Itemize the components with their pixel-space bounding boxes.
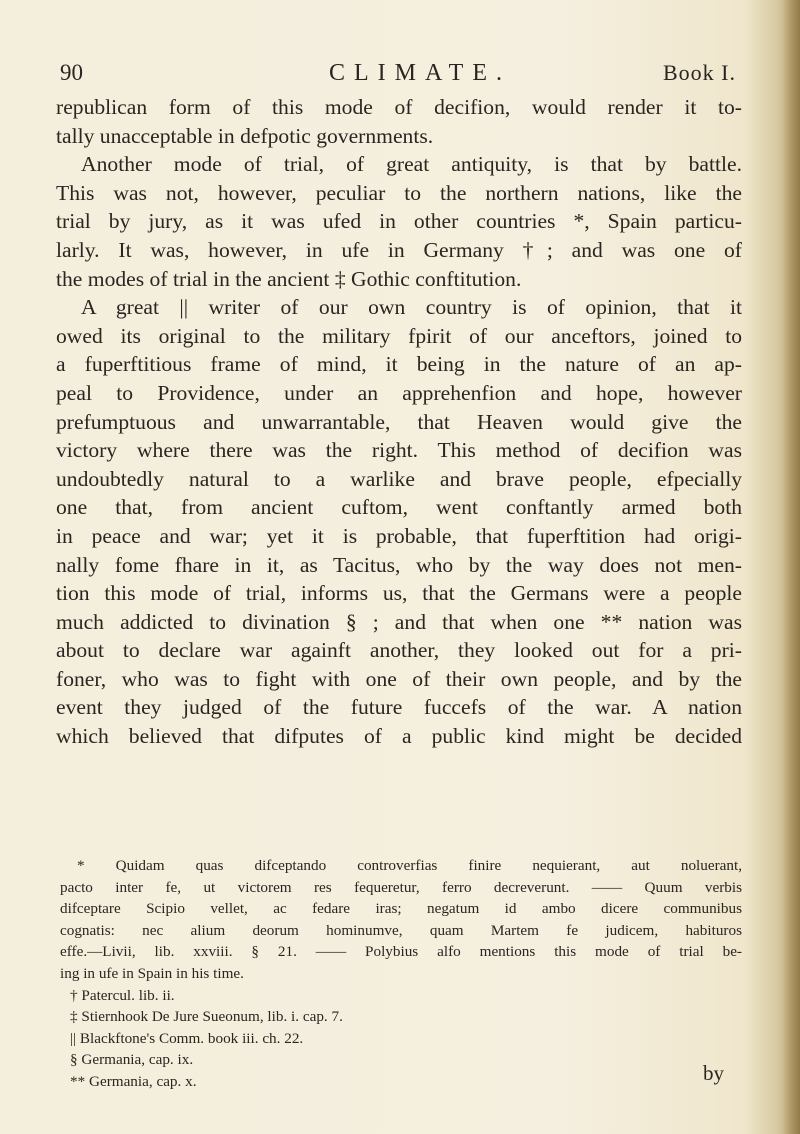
text-line: tion this mode of trial, informs us, that the Germans were a people — [56, 581, 742, 606]
text-line: This was not, however, peculiar to the northern nations, like the — [56, 180, 742, 205]
text-line: victory where there was the right. This method of decifion was — [56, 438, 742, 463]
text-line: prefumptuous and unwarrantable, that Heaven would give the — [56, 409, 742, 434]
footnote-line: ‡ Stiernhook De Jure Sueonum, lib. i. cap. 7. — [70, 1008, 343, 1026]
text-line: Another mode of trial, of great antiquity, is that by battle. — [81, 152, 742, 177]
footnote-line: ing in ufe in Spain in his time. — [60, 964, 244, 982]
footnote-line: cognatis: nec alium deorum hominumve, quam Martem fe judicem, habituros — [60, 921, 742, 939]
footnote-line: difceptare Scipio vellet, ac fedare iras; negatum id ambo dicere communibus — [60, 900, 742, 918]
text-line: much addicted to divination § ; and that when one ** nation was — [56, 609, 742, 634]
text-line: larly. It was, however, in ufe in Germany †; and was one of — [56, 237, 742, 262]
footnote-line: pacto inter fe, ut victorem res fequeretur, ferro decreverunt. —— Quum verbis — [60, 878, 742, 896]
text-line: a fuperftitious frame of mind, it being in the nature of an ap- — [56, 352, 742, 377]
text-line: which believed that difputes of a public kind might be decided — [56, 724, 742, 749]
text-line: A great || writer of our own country is of opinion, that it — [81, 295, 742, 320]
footnote-line: effe.—Livii, lib. xxviii. § 21. —— Polybius alfo mentions this mode of trial be- — [60, 943, 742, 961]
footnote-line: || Blackftone's Comm. book iii. ch. 22. — [70, 1029, 304, 1047]
text-line: in peace and war; yet it is probable, that fuperftition had origi- — [56, 523, 742, 548]
text-line: trial by jury, as it was ufed in other countries *, Spain particu- — [56, 209, 742, 234]
text-line: the modes of trial in the ancient ‡ Gothic conftitution. — [56, 266, 522, 291]
text-line: peal to Providence, under an apprehenfion and hope, however — [56, 380, 742, 405]
main-text — [56, 93, 742, 751]
catchword: by — [703, 1061, 724, 1085]
text-line: one that, from ancient cuftom, went conftantly armed both — [56, 495, 742, 520]
text-line: tally unacceptable in defpotic governments. — [56, 123, 434, 148]
page-spine-shadow — [782, 0, 800, 1134]
footnote-line: ** Germania, cap. x. — [70, 1072, 197, 1090]
text-line: about to declare war againft another, they looked out for a pri- — [56, 638, 742, 663]
running-title: CLIMATE. — [329, 60, 511, 86]
footnotes — [60, 855, 742, 1093]
footnote-line: * Quidam quas difceptando controverfias finire nequierant, aut noluerant, — [77, 857, 742, 874]
text-line: undoubtedly natural to a warlike and brave people, efpecially — [56, 466, 742, 491]
text-line: event they judged of the future fuccefs of the war. A nation — [56, 695, 742, 720]
text-line: owed its original to the military fpirit of our anceftors, joined to — [56, 323, 742, 348]
text-line: republican form of this mode of decifion, would render it to- — [56, 95, 742, 119]
footnote-line: § Germania, cap. ix. — [70, 1051, 194, 1069]
text-line: nally fome fhare in it, as Tacitus, who by the way does not men- — [56, 552, 742, 577]
text-line: foner, who was to fight with one of their own people, and by the — [56, 666, 742, 691]
page-number: 90 — [60, 60, 83, 85]
book-label: Book I. — [663, 60, 736, 85]
page-header — [60, 60, 736, 90]
footnote-line: † Patercul. lib. ii. — [70, 986, 175, 1004]
